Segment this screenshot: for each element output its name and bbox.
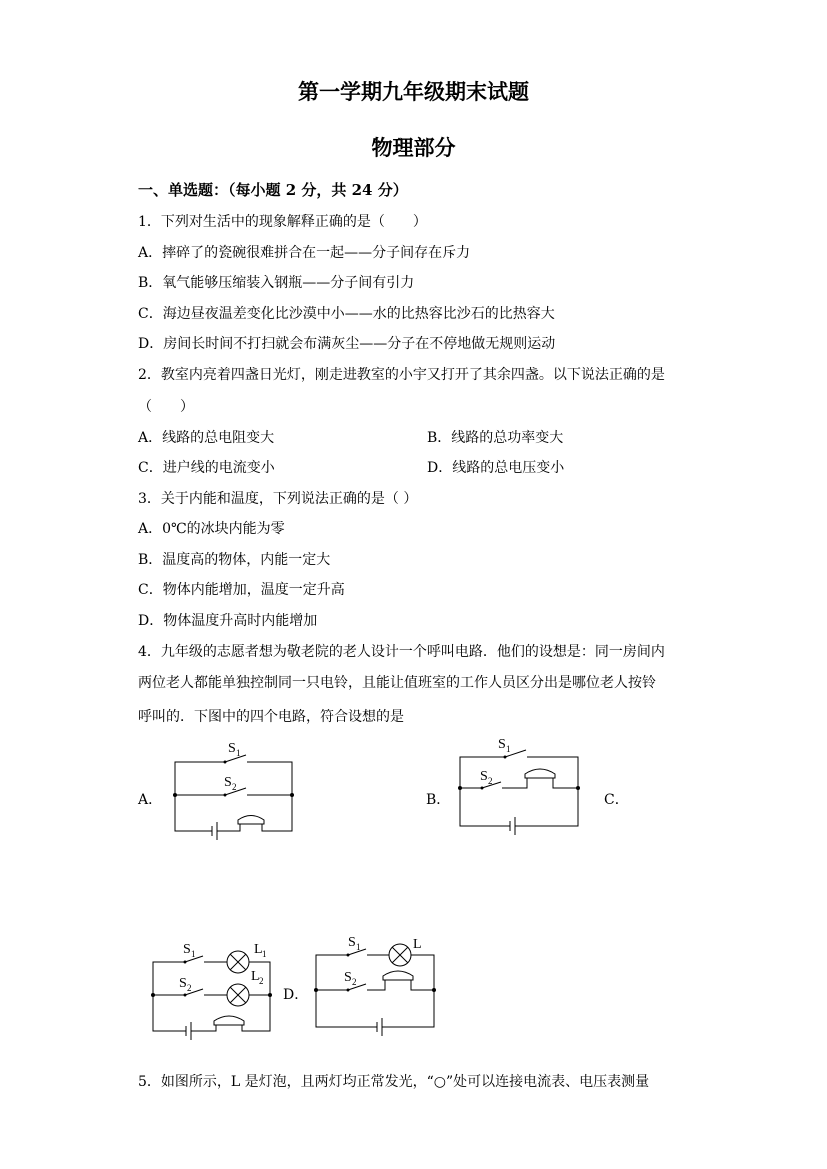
page-subtitle: 物理部分 xyxy=(371,135,456,160)
q4-stem-line1: 4．九年级的志愿者想为敬老院的老人设计一个呼叫电路．他们的设想是：同一房间内 xyxy=(138,644,665,660)
circuit-d-s2-label: S xyxy=(344,970,352,985)
q4-stem-line3: 呼叫的．下图中的四个电路，符合设想的是 xyxy=(138,709,404,725)
circuit-c-l1-sub: 1 xyxy=(262,949,267,959)
q1-option-c: C．海边昼夜温差变化比沙漠中小——水的比热容比沙石的比热容大 xyxy=(138,306,555,322)
q4-option-a-label: A． xyxy=(138,792,163,808)
q4-stem-line2: 两位老人都能单独控制同一只电铃，且能让值班室的工作人员区分出是哪位老人按铃 xyxy=(138,675,656,691)
q1-option-a: A．摔碎了的瓷碗很难拼合在一起——分子间存在斥力 xyxy=(138,245,471,261)
q1-option-b: B．氧气能够压缩装入钢瓶——分子间有引力 xyxy=(138,275,415,291)
q3-option-a: A．0℃的冰块内能为零 xyxy=(138,521,285,537)
q2-option-d: D．线路的总电压变小 xyxy=(427,460,565,476)
circuit-a-s1-sub: 1 xyxy=(236,748,241,758)
q2-option-b: B．线路的总功率变大 xyxy=(427,430,564,446)
circuit-d-s1-sub: 1 xyxy=(356,942,361,952)
q2-option-a: A．线路的总电阻变大 xyxy=(138,430,275,446)
circuit-c-s1-label: S xyxy=(183,942,191,957)
q4-option-d-label: D． xyxy=(283,987,309,1003)
q4-option-b-label: B． xyxy=(426,792,451,808)
circuit-b-s2-sub: 2 xyxy=(488,776,493,786)
circuit-d-s1-label: S xyxy=(348,935,356,950)
q3-option-c: C．物体内能增加，温度一定升高 xyxy=(138,582,345,598)
circuit-c-s2-sub: 2 xyxy=(187,983,192,993)
q1-stem: 1．下列对生活中的现象解释正确的是（ ） xyxy=(138,214,427,230)
q2-option-c: C．进户线的电流变小 xyxy=(138,460,275,476)
circuit-c-s2-label: S xyxy=(179,976,187,991)
circuit-a-s2-sub: 2 xyxy=(232,782,237,792)
circuit-c-s1-sub: 1 xyxy=(191,949,196,959)
q3-stem: 3．关于内能和温度，下列说法正确的是（ ） xyxy=(138,491,418,507)
circuit-c-l2-sub: 2 xyxy=(259,976,264,986)
circuit-d-s2-sub: 2 xyxy=(352,977,357,987)
circuit-b-s1-sub: 1 xyxy=(506,744,511,754)
circuit-c-l2-label: L xyxy=(251,969,260,984)
q2-paren: （ ） xyxy=(138,399,194,415)
section-heading: 一、单选题：（每小题 2 分，共 24 分） xyxy=(138,181,408,199)
circuit-a-s1-label: S xyxy=(228,741,236,756)
q1-option-d: D．房间长时间不打扫就会布满灰尘——分子在不停地做无规则运动 xyxy=(138,336,556,352)
circuit-c-l1-label: L xyxy=(254,942,263,957)
circuit-a-s2-label: S xyxy=(224,775,232,790)
page-title: 第一学期九年级期末试题 xyxy=(298,79,529,104)
q3-option-b: B．温度高的物体，内能一定大 xyxy=(138,552,331,568)
q3-option-d: D．物体温度升高时内能增加 xyxy=(138,613,318,629)
q5-stem: 5．如图所示，L 是灯泡，且两灯均正常发光，“○”处可以连接电流表、电压表测量 xyxy=(138,1074,650,1090)
circuit-d-l-label: L xyxy=(413,937,422,952)
q4-option-c-label: C． xyxy=(604,792,629,808)
circuit-b-s1-label: S xyxy=(498,737,506,752)
circuit-b-s2-label: S xyxy=(480,769,488,784)
q2-stem: 2．教室内亮着四盏日光灯，刚走进教室的小宇又打开了其余四盏。以下说法正确的是 xyxy=(138,367,665,383)
